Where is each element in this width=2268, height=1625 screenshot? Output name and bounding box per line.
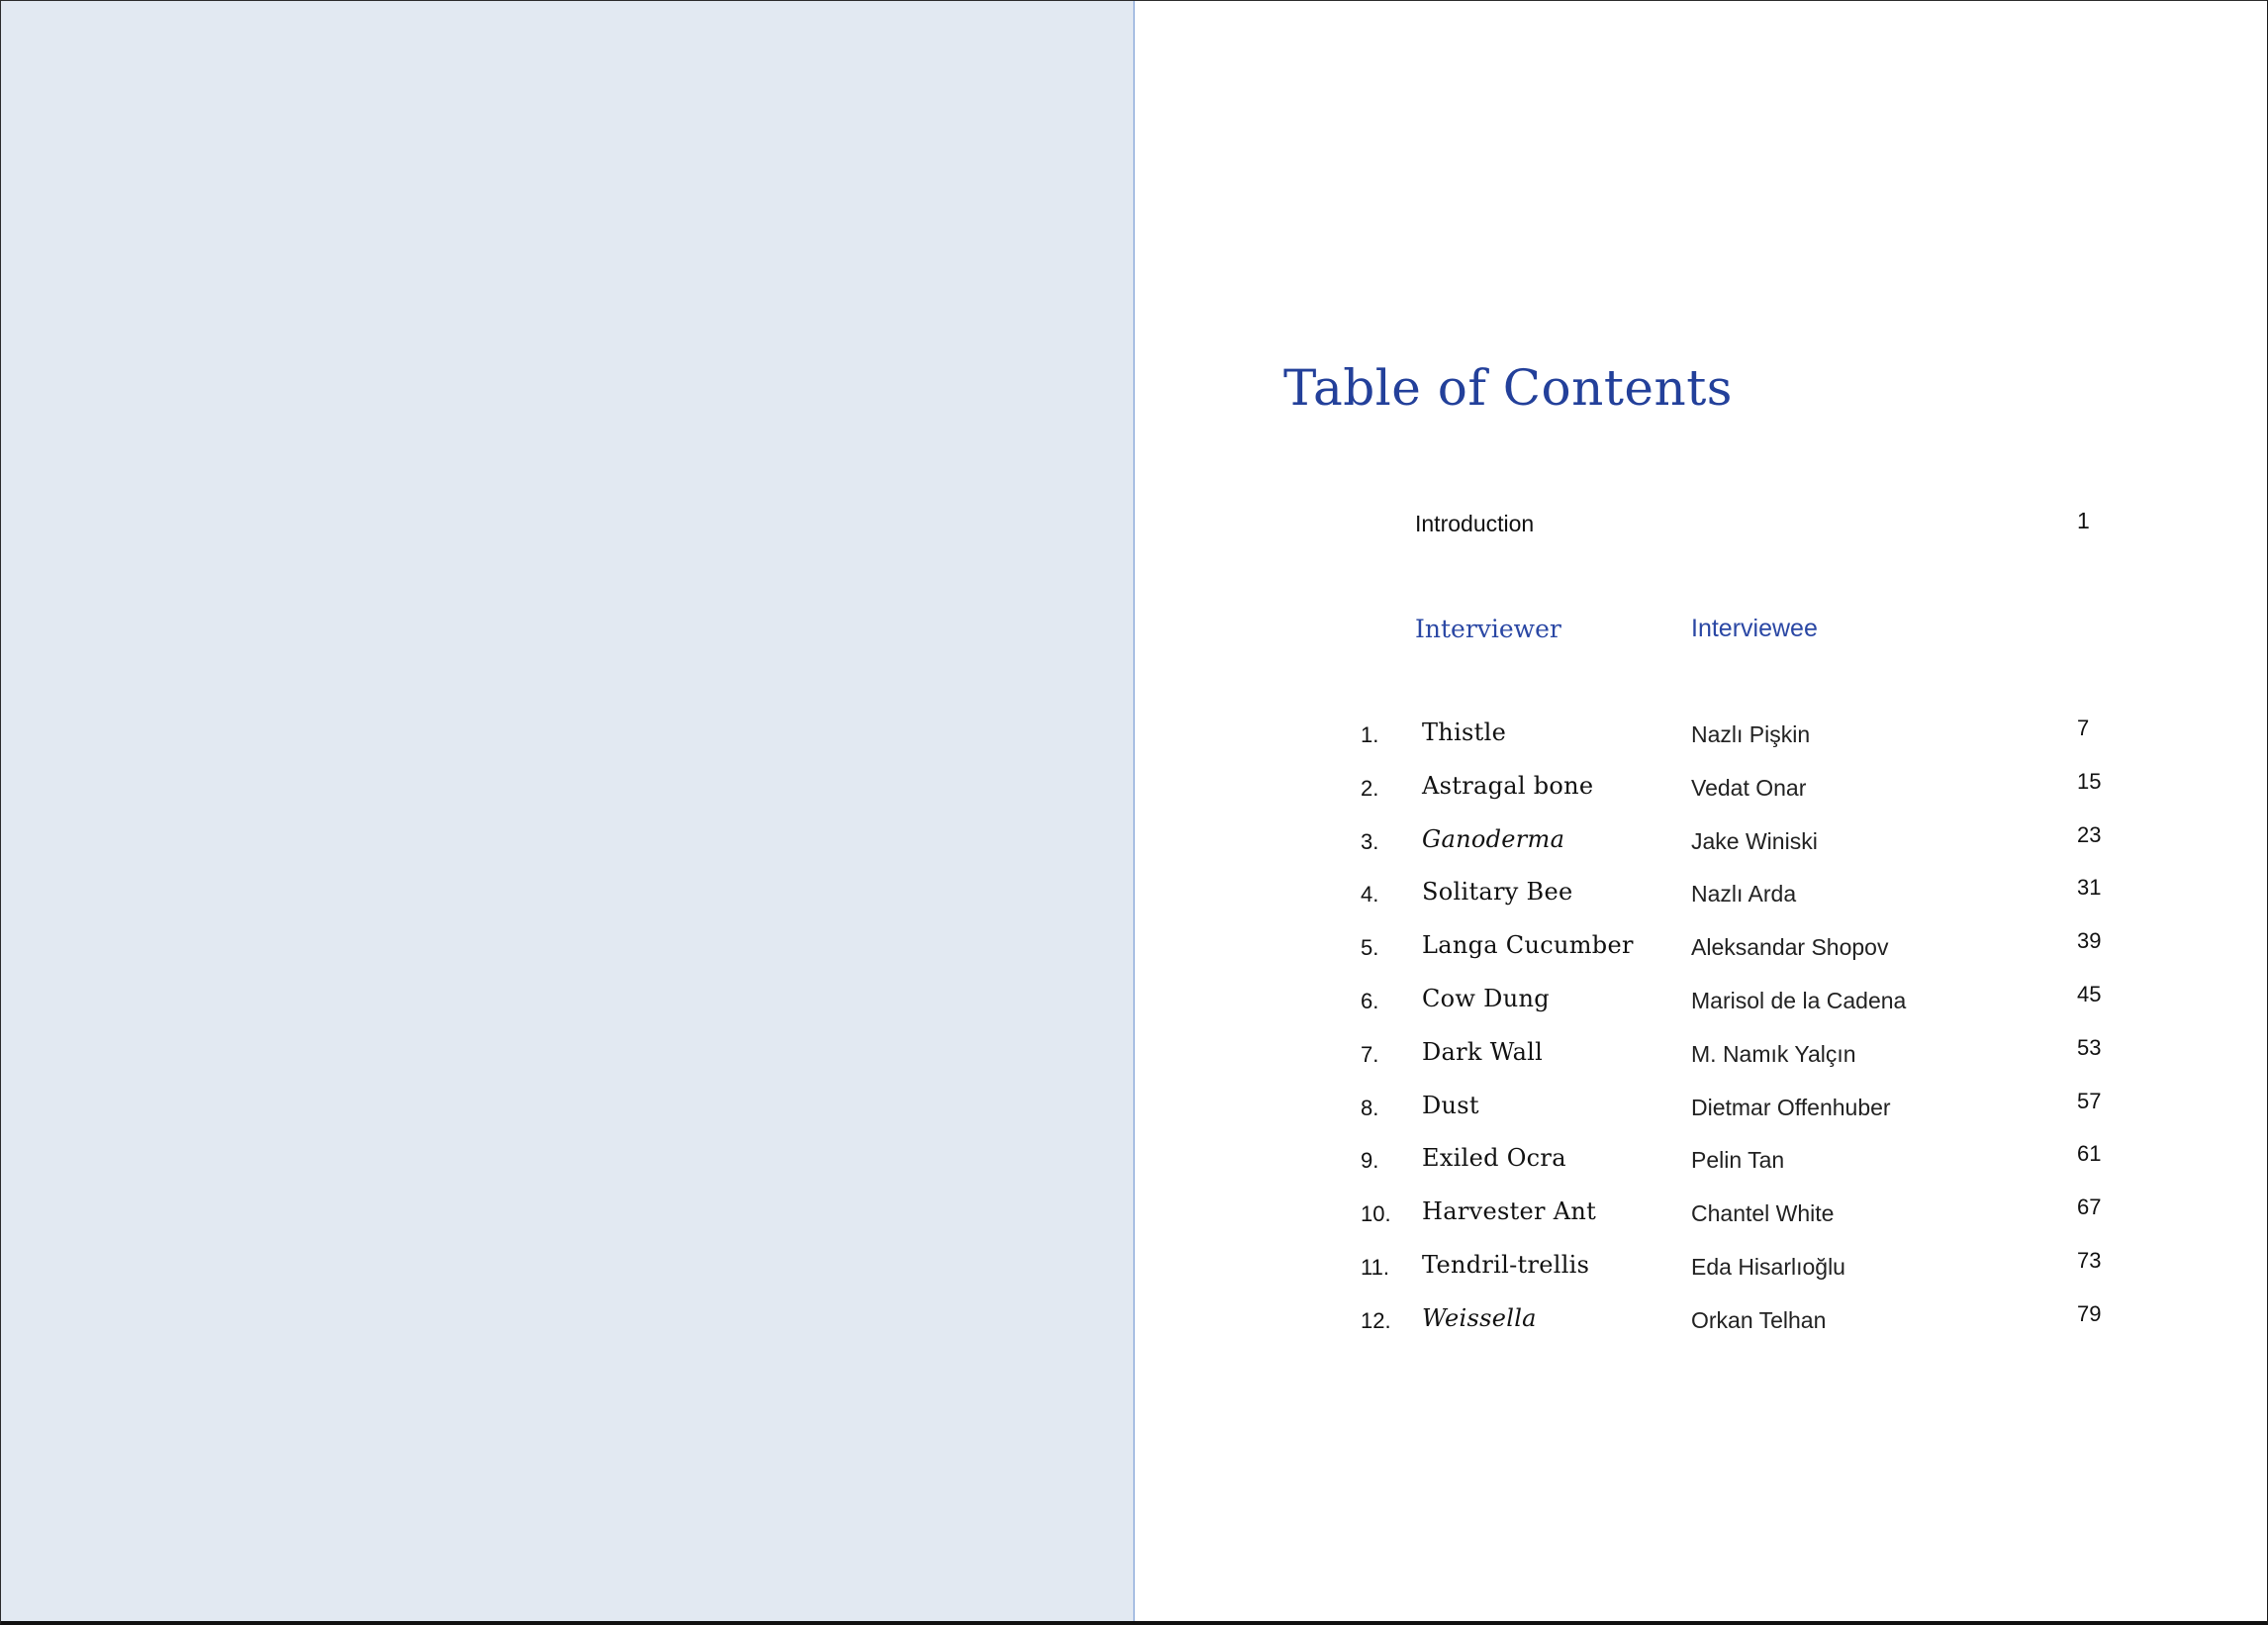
entry-page-number: 67 (2077, 1195, 2102, 1220)
entry-page-number: 57 (2077, 1088, 2102, 1113)
entry-number: 12. (1361, 1307, 1391, 1333)
entry-title: Ganoderma (1422, 824, 1565, 853)
toc-entry[interactable] (1135, 928, 2267, 985)
entry-interviewee: Eda Hisarlıoğlu (1691, 1253, 1845, 1280)
entry-number: 1. (1361, 722, 1379, 747)
toc-entry[interactable] (1135, 981, 2267, 1038)
toc-entry[interactable] (1135, 1300, 2267, 1358)
entry-title: Dark Wall (1422, 1037, 1544, 1066)
entry-interviewee: Pelin Tan (1691, 1147, 1785, 1174)
entry-title: Solitary Bee (1422, 878, 1573, 907)
column-header-interviewer: Interviewer (1415, 615, 1561, 643)
entry-page-number: 15 (2077, 768, 2102, 794)
toc-introduction-label[interactable]: Introduction (1415, 511, 1535, 536)
right-page-toc (1135, 1, 2267, 1621)
entry-title: Weissella (1422, 1303, 1537, 1332)
entry-page-number: 61 (2077, 1141, 2102, 1167)
entry-number: 9. (1361, 1148, 1379, 1174)
entry-number: 3. (1361, 828, 1379, 854)
entry-interviewee: Orkan Telhan (1691, 1306, 1827, 1333)
entry-interviewee: Nazlı Arda (1691, 881, 1797, 908)
entry-page-number: 31 (2077, 875, 2102, 901)
entry-number: 11. (1361, 1254, 1389, 1280)
toc-entry[interactable] (1135, 1141, 2267, 1197)
entry-number: 10. (1361, 1201, 1391, 1227)
page-title: Table of Contents (1283, 359, 1733, 417)
entry-number: 5. (1361, 935, 1379, 961)
entry-title: Cow Dung (1422, 984, 1550, 1012)
entry-interviewee: M. Namık Yalçın (1691, 1040, 1856, 1067)
column-header-interviewee: Interviewee (1691, 615, 1818, 642)
entry-page-number: 23 (2077, 821, 2102, 847)
entry-title: Astragal bone (1422, 771, 1594, 800)
entry-interviewee: Aleksandar Shopov (1691, 934, 1889, 961)
entry-title: Dust (1422, 1091, 1479, 1119)
entry-page-number: 79 (2077, 1300, 2102, 1326)
entry-page-number: 7 (2077, 716, 2090, 740)
entry-title: Harvester Ant (1422, 1197, 1597, 1226)
entry-title: Langa Cucumber (1422, 931, 1634, 960)
toc-entry[interactable] (1135, 1088, 2267, 1145)
entry-number: 7. (1361, 1041, 1379, 1067)
entry-interviewee: Dietmar Offenhuber (1691, 1094, 1891, 1120)
entry-page-number: 53 (2077, 1034, 2102, 1060)
toc-entry[interactable] (1135, 768, 2267, 825)
entry-interviewee: Nazlı Pişkin (1691, 721, 1811, 747)
toc-introduction-page-number: 1 (2077, 508, 2090, 533)
toc-entry[interactable] (1135, 1197, 2267, 1251)
toc-entry[interactable] (1135, 1247, 2267, 1304)
left-page-blank (1, 1, 1135, 1621)
entry-title: Exiled Ocra (1422, 1144, 1566, 1173)
entry-number: 8. (1361, 1095, 1379, 1120)
toc-entry-list (1135, 718, 2267, 1358)
entry-interviewee: Marisol de la Cadena (1691, 987, 1907, 1013)
entry-page-number: 39 (2077, 928, 2102, 954)
entry-interviewee: Vedat Onar (1691, 774, 1807, 801)
entry-number: 6. (1361, 988, 1379, 1013)
entry-title: Tendril-trellis (1422, 1250, 1590, 1279)
toc-entry[interactable] (1135, 1034, 2267, 1092)
toc-entry[interactable] (1135, 718, 2267, 772)
entry-interviewee: Chantel White (1691, 1200, 1835, 1227)
entry-interviewee: Jake Winiski (1691, 827, 1818, 854)
toc-entry[interactable] (1135, 821, 2267, 879)
entry-page-number: 45 (2077, 981, 2102, 1006)
entry-number: 2. (1361, 775, 1379, 801)
entry-title: Thistle (1422, 718, 1507, 746)
entry-number: 4. (1361, 882, 1379, 908)
toc-entry[interactable] (1135, 875, 2267, 931)
entry-page-number: 73 (2077, 1247, 2102, 1273)
